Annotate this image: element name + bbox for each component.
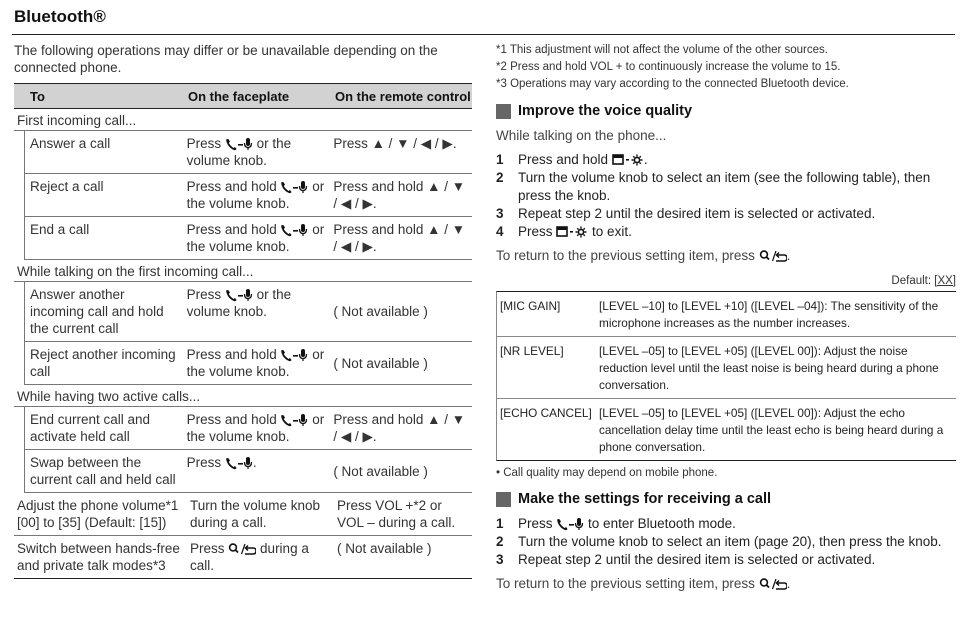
quality-note: • Call quality may depend on mobile phone.	[496, 467, 718, 479]
setting-desc: [LEVEL –10] to [LEVEL +10] ([LEVEL –04]): The sensitivity of the microphone increases as the number increases.	[599, 299, 939, 330]
step-item: 2 Turn the volume knob to select an item (see the following table), then press the knob.	[496, 170, 931, 203]
table-row	[25, 282, 472, 342]
setting-key: [ECHO CANCEL]	[500, 406, 592, 420]
section-heading-receiving: Make the settings for receiving a call	[496, 491, 956, 507]
table-row	[25, 407, 472, 450]
footnote: *3 Operations may vary according to the connected Bluetooth device.	[496, 78, 849, 90]
section-marker-icon	[496, 492, 511, 507]
group-label: While talking on the first incoming call...	[14, 260, 472, 282]
footnote: *1 This adjustment will not affect the volume of the other sources.	[496, 44, 828, 56]
cell-remote: Press VOL +*2 or VOL – during a call.	[337, 498, 456, 530]
step-item: 3 Repeat step 2 until the desired item is selected or activated.	[496, 206, 876, 221]
cell-to: Answer a call	[30, 136, 111, 151]
group-label: First incoming call...	[14, 109, 472, 131]
search-back-icon	[759, 577, 787, 591]
adjust-label: Adjust the phone volume*1	[17, 498, 179, 513]
cell-faceplate: Press or the volume knob.	[186, 136, 292, 168]
settings-row	[497, 399, 956, 460]
cell-to: Reject another incoming call	[30, 347, 176, 379]
cell-to: End a call	[30, 222, 90, 237]
search-back-icon	[228, 542, 256, 556]
section-heading-voice: Improve the voice quality	[496, 103, 956, 119]
header-to: To	[30, 88, 45, 104]
receiving-steps	[496, 515, 956, 569]
phone-mic-icon	[225, 456, 253, 470]
cell-faceplate: Press and hold or the volume knob.	[186, 222, 325, 254]
setting-key: [MIC GAIN]	[500, 299, 561, 313]
group-rows	[24, 282, 472, 385]
return-text: To return to the previous setting item, press .	[496, 248, 791, 263]
step-item: 2 Turn the volume knob to select an item (page 20), then press the knob.	[496, 534, 942, 549]
cell-faceplate	[186, 536, 333, 578]
cell-to: Reject a call	[30, 179, 104, 194]
phone-mic-icon	[556, 517, 584, 531]
page-title: Bluetooth®	[14, 7, 106, 26]
group-rows	[24, 131, 472, 260]
group-rows	[24, 407, 472, 493]
cell-faceplate: Press .	[186, 455, 257, 470]
cell-to: End current call and activate held call	[30, 412, 151, 444]
group-label: While having two active calls...	[14, 385, 472, 407]
phone-mic-icon	[225, 288, 253, 302]
settings-table	[496, 291, 956, 461]
cell-faceplate: Press and hold or the volume knob.	[186, 347, 325, 379]
cell-remote: ( Not available )	[333, 463, 428, 479]
voice-steps	[496, 151, 956, 241]
intro-text: The following operations may differ or be unavailable depending on the connected phone.	[14, 43, 438, 75]
step-item: 1 Press to enter Bluetooth mode.	[496, 516, 736, 531]
setting-desc: [LEVEL –05] to [LEVEL +05] ([LEVEL 00]): Adjust the noise reduction level until the least noise is being heard during a phone conversation.	[599, 344, 939, 392]
cell-remote: Press and hold ▲ / ▼ / ◀ / ▶.	[333, 222, 466, 254]
table-row	[25, 131, 472, 174]
cell-remote: Press and hold ▲ / ▼ / ◀ / ▶.	[333, 412, 466, 444]
phone-mic-icon	[225, 137, 253, 151]
cell-to: Switch between hands-free and private talk modes*3	[17, 541, 180, 573]
cell-remote: ( Not available )	[333, 304, 428, 319]
setting-key: [NR LEVEL]	[500, 344, 564, 358]
cell-faceplate: Press or the volume knob.	[186, 287, 292, 319]
right-column	[496, 42, 956, 593]
table-row	[25, 174, 472, 217]
table-row	[14, 493, 472, 536]
cell-to	[14, 493, 186, 535]
cell-remote: Press and hold ▲ / ▼ / ◀ / ▶.	[333, 179, 466, 211]
section-marker-icon	[496, 104, 511, 119]
title-divider	[12, 34, 955, 35]
step-item: 3 Repeat step 2 until the desired item is selected or activated.	[496, 552, 876, 567]
cell-to: Answer another incoming call and hold the current call	[30, 287, 164, 336]
table-row	[25, 217, 472, 260]
adjust-range: [00] to [35] (Default: [15])	[17, 515, 167, 530]
settings-row	[497, 292, 956, 337]
table-row	[25, 450, 472, 493]
cell-faceplate: Press and hold or the volume knob.	[186, 412, 325, 444]
during-text: during a call.	[190, 541, 309, 573]
step-item: 4 Press to exit.	[496, 224, 632, 239]
voice-lead: While talking on the phone...	[496, 128, 667, 143]
phone-mic-icon	[280, 348, 308, 362]
cell-faceplate: Press and hold or the volume knob.	[186, 179, 325, 211]
phone-mic-icon	[280, 180, 308, 194]
footnote: *2 Press and hold VOL + to continuously increase the volume to 15.	[496, 61, 841, 73]
header-faceplate: On the faceplate	[188, 88, 290, 104]
mode-gear-icon	[612, 153, 644, 167]
search-back-icon	[759, 249, 787, 263]
phone-mic-icon	[280, 413, 308, 427]
default-legend: Default: [XX]	[891, 275, 956, 287]
cell-remote: ( Not available )	[337, 541, 432, 556]
left-column	[14, 42, 472, 579]
table-header	[14, 83, 472, 109]
header-remote: On the remote control	[335, 88, 471, 104]
table-row	[14, 536, 472, 579]
table-row	[25, 342, 472, 385]
cell-remote: ( Not available )	[333, 355, 428, 371]
setting-desc: [LEVEL –05] to [LEVEL +05] ([LEVEL 00]): Adjust the echo cancellation delay time until the least echo is being heard during a phone conversation.	[599, 406, 944, 454]
step-item: 1 Press and hold .	[496, 152, 648, 167]
press-text: Press	[190, 541, 225, 556]
cell-to: Swap between the current call and held call	[30, 455, 176, 487]
cell-faceplate: Turn the volume knob during a call.	[190, 498, 321, 530]
return-text: To return to the previous setting item, press .	[496, 576, 791, 591]
phone-mic-icon	[280, 223, 308, 237]
mode-gear-icon	[556, 225, 588, 239]
cell-remote: Press ▲ / ▼ / ◀ / ▶.	[333, 136, 457, 151]
settings-row	[497, 337, 956, 399]
